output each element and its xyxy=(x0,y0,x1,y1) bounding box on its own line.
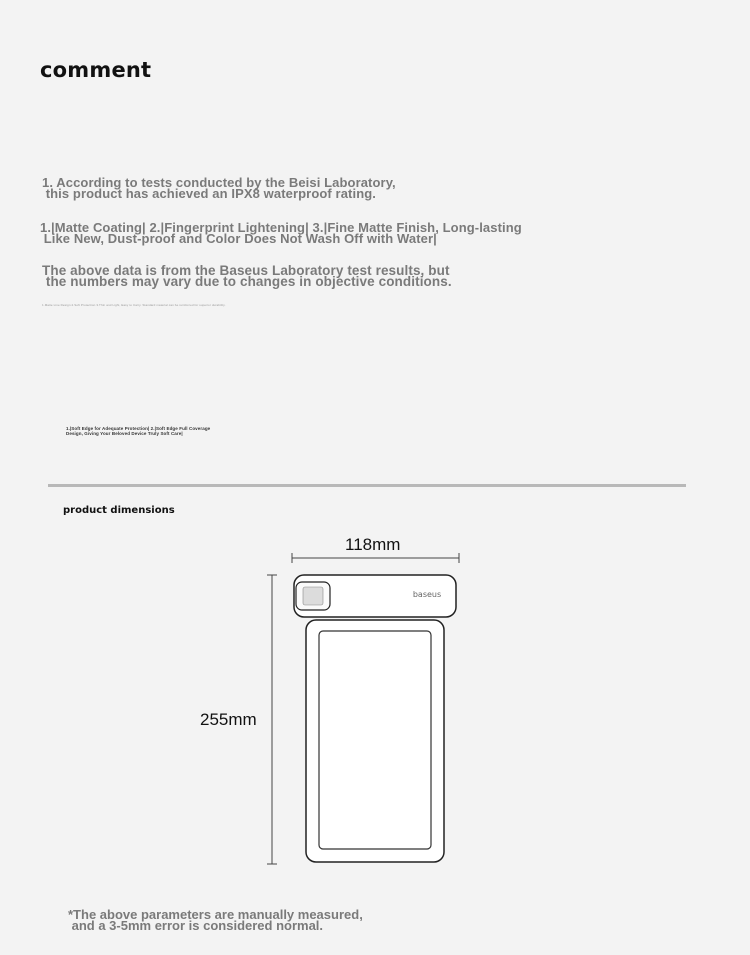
width-label: 118mm xyxy=(345,535,401,554)
pouch-window xyxy=(319,631,431,849)
measurement-footnote: *The above parameters are manually measured, and a 3-5mm error is considered normal. xyxy=(68,907,363,933)
comment-heading: comment xyxy=(40,58,152,82)
pouch-clip-grip xyxy=(303,587,323,605)
height-label: 255mm xyxy=(200,710,257,729)
note-tiny-text: 1.Matte Line Design 2.Soft Protection 3.Thin and Light, Easy to Carry. Standard material can be reinforced for superior durability. xyxy=(42,303,226,307)
height-dimension-line xyxy=(267,575,277,864)
note-soft-edge: 1.|Soft Edge for Adequate Protection| 2.|Soft Edge Full Coverage Design, Giving Your Beloved Device Truly Soft Care| xyxy=(66,426,211,436)
dimensions-title: product dimensions xyxy=(63,505,175,516)
note-lab-data: The above data is from the Baseus Laboratory test results, but the numbers may vary due to changes in objective conditions. xyxy=(42,263,452,289)
note-waterproof-rating: 1. According to tests conducted by the Beisi Laboratory, this product has achieved an IPX8 waterproof rating. xyxy=(42,175,396,201)
note-finish-features: 1.|Matte Coating| 2.|Fingerprint Lightening| 3.|Fine Matte Finish, Long-lasting Like New, Dust-proof and Color Does Not Wash Off with Water| xyxy=(40,220,522,246)
brand-logo: baseus xyxy=(412,590,442,599)
